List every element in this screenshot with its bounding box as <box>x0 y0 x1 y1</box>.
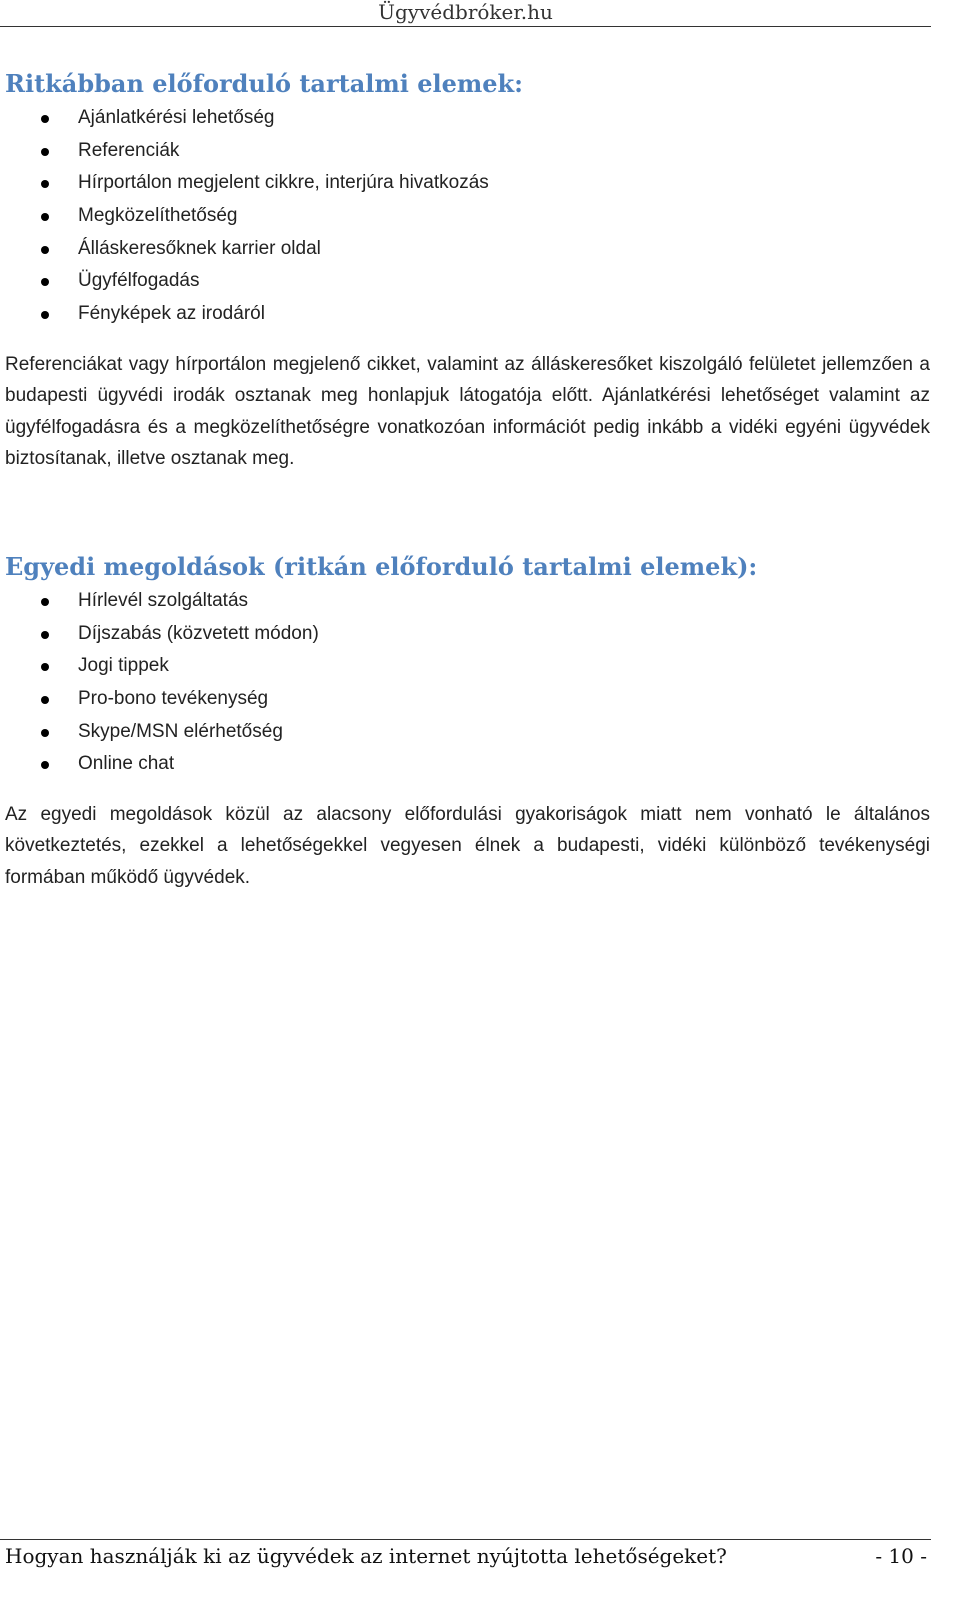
list-item <box>5 716 930 749</box>
list-item-label: Ügyfélfogadás <box>78 270 200 292</box>
bullet-icon <box>41 311 49 319</box>
bullet-icon <box>41 278 49 286</box>
list-item <box>5 585 930 618</box>
bullet-icon <box>41 729 49 737</box>
bullet-icon <box>41 115 49 123</box>
list-item-label: Hírportálon megjelent cikkre, interjúra hivatkozás <box>78 172 489 194</box>
section-title-rare-elements: Ritkábban előforduló tartalmi elemek: <box>5 69 524 98</box>
page-header <box>0 0 931 27</box>
list-item <box>5 683 930 716</box>
list-item <box>5 167 930 200</box>
list-item-label: Jogi tippek <box>78 655 169 677</box>
header-title: Ügyvédbróker.hu <box>378 0 553 24</box>
bullet-icon <box>41 148 49 156</box>
bullet-icon <box>41 598 49 606</box>
list-item <box>5 748 930 781</box>
list-item-label: Hírlevél szolgáltatás <box>78 589 249 611</box>
footer-title: Hogyan használják ki az ügyvédek az internet nyújtotta lehetőségeket? <box>5 1544 727 1568</box>
page-footer <box>0 1539 931 1568</box>
list-item <box>5 233 930 266</box>
rare-elements-list <box>5 102 930 331</box>
bullet-icon <box>41 696 49 704</box>
bullet-icon <box>41 213 49 221</box>
page-number: - 10 - <box>875 1544 927 1568</box>
list-item-label: Skype/MSN elérhetőség <box>78 720 283 742</box>
list-item-label: Fényképek az irodáról <box>78 303 265 325</box>
bullet-icon <box>41 631 49 639</box>
list-item <box>5 618 930 651</box>
unique-solutions-list <box>5 585 930 781</box>
bullet-icon <box>41 180 49 188</box>
list-item-label: Ajánlatkérési lehetőség <box>78 107 275 128</box>
list-item <box>5 265 930 298</box>
list-item-label: Megközelíthetőség <box>78 205 238 227</box>
list-item <box>5 200 930 233</box>
bullet-icon <box>41 663 49 671</box>
page-content <box>5 68 930 893</box>
bullet-icon <box>41 761 49 769</box>
list-item-label: Referenciák <box>78 139 180 161</box>
bullet-icon <box>41 246 49 254</box>
list-item-label: Álláskeresőknek karrier oldal <box>78 237 321 259</box>
list-item <box>5 298 930 331</box>
list-item-label: Online chat <box>78 753 175 775</box>
list-item-label: Pro-bono tevékenység <box>78 687 269 709</box>
list-item <box>5 650 930 683</box>
unique-solutions-paragraph: Az egyedi megoldások közül az alacsony előfordulási gyakoriságok miatt nem vonható le általános következtetés, ezekkel a lehetőségekkel vegyesen élnek a budapesti, vidéki különböző tevékenységi formában működő ügyvédek. <box>5 803 930 888</box>
list-item-label: Díjszabás (közvetett módon) <box>78 622 319 644</box>
list-item <box>5 102 930 135</box>
list-item <box>5 135 930 168</box>
rare-elements-paragraph: Referenciákat vagy hírportálon megjelenő cikket, valamint az álláskeresőket kiszolgáló felületet jellemzően a budapesti ügyvédi irodák osztanak meg honlapjuk látogatója előtt. Ajánlatkérési lehetőséget valamint az ügyfélfogadásra és a megközelíthetőségre vonatkozóan információt pedig inkább a vidéki egyéni ügyvédek biztosítanak, illetve osztanak meg. <box>5 353 930 470</box>
section-title-unique-solutions: Egyedi megoldások (ritkán előforduló tartalmi elemek): <box>5 551 758 581</box>
